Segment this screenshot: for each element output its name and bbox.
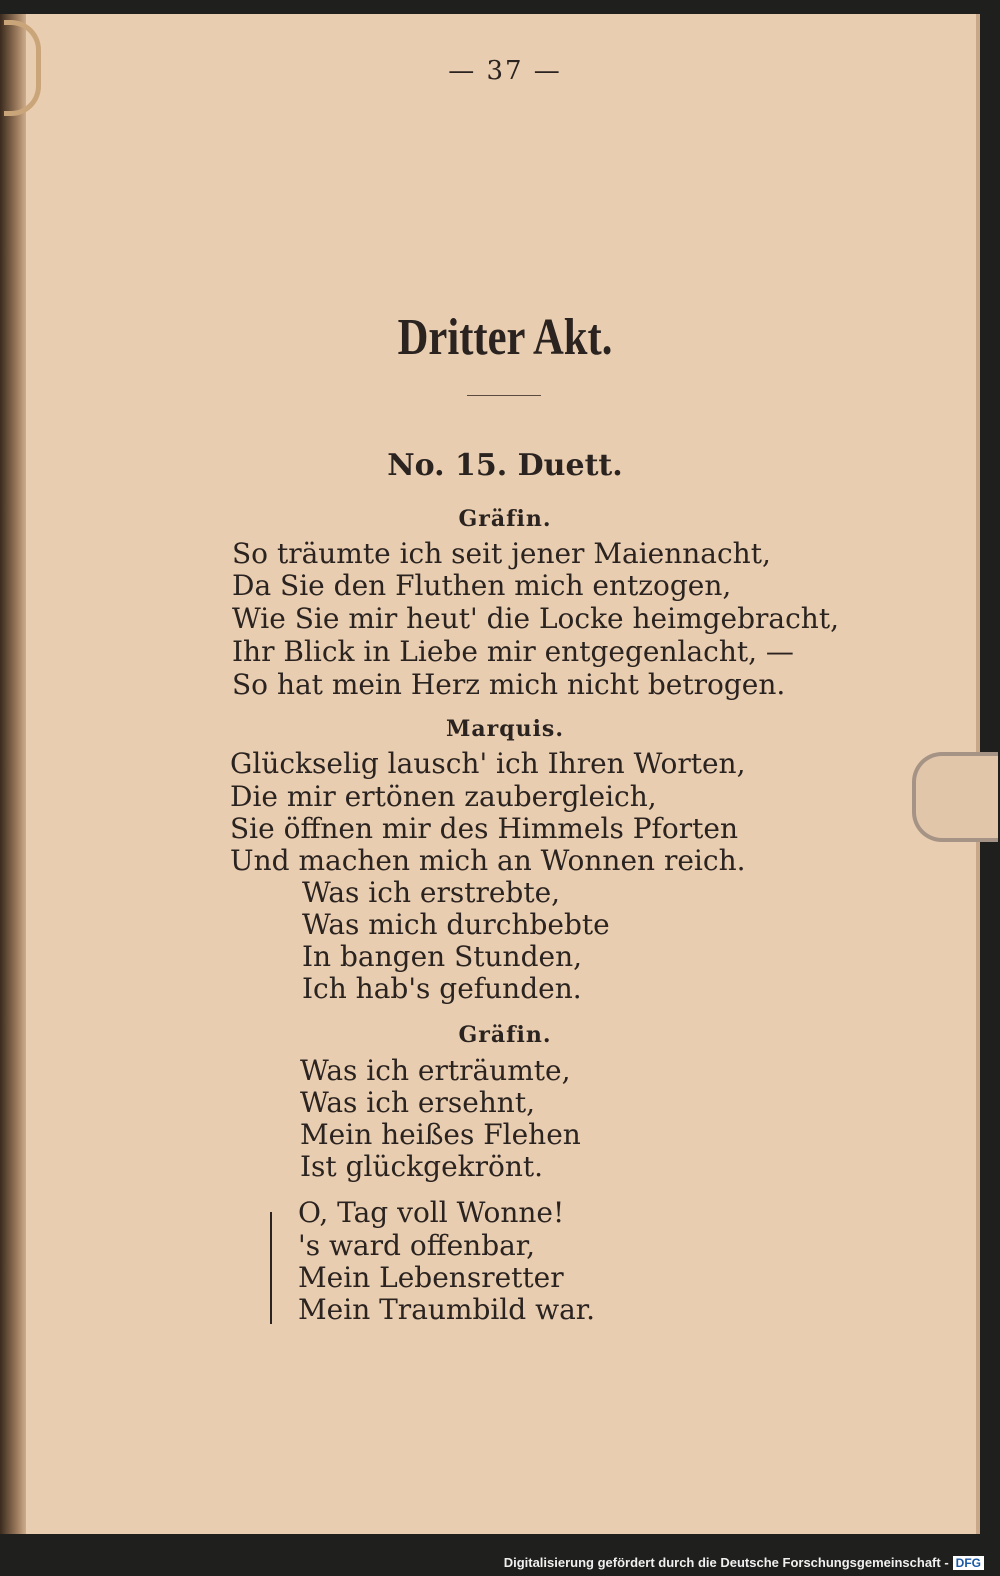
verse-line: Sie öffnen mir des Himmels Pforten (230, 812, 739, 845)
digitization-credit (504, 1555, 984, 1570)
verse-line: Ist glückgekrönt. (300, 1150, 544, 1183)
verse-line: Die mir ertönen zaubergleich, (230, 780, 657, 813)
page-tab-marker (912, 752, 998, 842)
ensemble-bracket (270, 1212, 286, 1324)
book-spine-edge (0, 14, 28, 1534)
verse-line: Ihr Blick in Liebe mir entgegenlacht, — (232, 635, 794, 668)
verse-line: Ich hab's gefunden. (302, 972, 582, 1005)
verse-line: Mein Traumbild war. (298, 1293, 595, 1326)
verse-line: Was ich erträumte, (300, 1054, 571, 1087)
dfg-logo: DFG (953, 1556, 984, 1570)
number-title: No. 15. Duett. (387, 448, 623, 483)
speaker-label-graefin-2: Gräfin. (458, 1022, 552, 1048)
verse-line: Und machen mich an Wonnen reich. (230, 844, 746, 877)
speaker-label-graefin: Gräfin. (458, 506, 552, 532)
verse-line: Was mich durchbebte (302, 908, 610, 941)
verse-line: O, Tag voll Wonne! (298, 1196, 565, 1229)
credit-text: Digitalisierung gefördert durch die Deutsche Forschungsgemeinschaft - (503, 1555, 949, 1570)
verse-line: Was ich erstrebte, (302, 876, 561, 909)
verse-line: In bangen Stunden, (302, 940, 582, 973)
verse-line: So träumte ich seit jener Maiennacht, (232, 537, 771, 570)
speaker-label-marquis: Marquis. (446, 716, 564, 742)
verse-line: 's ward offenbar, (298, 1229, 536, 1262)
page-number: — 37 — (448, 56, 562, 86)
verse-line: So hat mein Herz mich nicht betrogen. (232, 668, 786, 701)
verse-line: Glückselig lausch' ich Ihren Worten, (230, 747, 746, 780)
verse-line: Was ich ersehnt, (300, 1086, 535, 1119)
verse-line: Mein heißes Flehen (300, 1118, 581, 1151)
verse-line: Wie Sie mir heut' die Locke heimgebracht, (232, 602, 839, 635)
verse-line: Mein Lebensretter (298, 1261, 564, 1294)
verse-line: Da Sie den Fluthen mich entzogen, (232, 569, 732, 602)
act-title: Dritter Akt. (397, 309, 613, 366)
divider-rule (467, 395, 541, 396)
